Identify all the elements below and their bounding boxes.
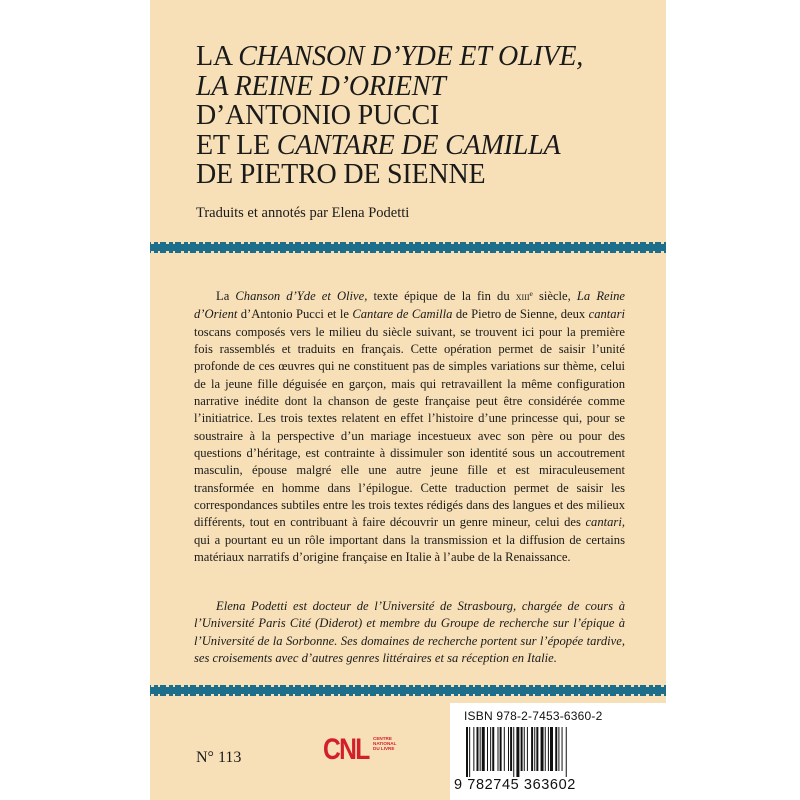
barcode-bar	[466, 727, 468, 777]
book-summary	[194, 288, 625, 567]
barcode-bar	[487, 727, 488, 771]
isbn-barcode	[450, 703, 666, 800]
bio-paragraph: Elena Podetti est docteur de l’Université de Strasbourg, chargée de cours à l’Université Paris Cité (Diderot) et membre du Groupe de recherche sur l’épique à l’Université de la Sorbonne. Ses domaines de recherche portent sur l’épopée tardive, ses croisements avec d’autres genres littéraires et sa réception en Italie.	[194, 599, 625, 666]
barcode-bar	[513, 727, 514, 777]
barcode-bar	[545, 727, 546, 771]
barcode-bar	[482, 727, 485, 771]
barcode-bar	[558, 727, 559, 771]
barcode-bar	[469, 727, 470, 777]
translator-credit: Traduits et annotés par Elena Podetti	[196, 205, 410, 221]
book-back-cover	[150, 0, 666, 800]
barcode-bar	[492, 727, 494, 771]
barcode-bar	[473, 727, 474, 771]
barcode-bar	[524, 727, 525, 771]
barcode-bar	[541, 727, 544, 771]
barcode-bar	[498, 727, 499, 771]
barcode-bars	[462, 727, 654, 777]
barcode-bar	[510, 727, 512, 771]
cnl-logo-subtitle: CENTRE NATIONAL DU LIVRE	[373, 736, 397, 752]
title-line-5: DE PIETRO DE SIENNE	[196, 159, 486, 190]
barcode-bar	[500, 727, 502, 771]
barcode-bar	[527, 727, 528, 771]
barcode-bar	[566, 727, 567, 777]
barcode-bar	[534, 727, 535, 771]
decorative-band-top	[150, 244, 666, 251]
title-line-4: ET LE CANTARE DE CAMILLA	[196, 129, 561, 161]
barcode-bar	[477, 727, 479, 771]
summary-paragraph: La Chanson d’Yde et Olive, texte épique de la fin du xiii$^e$ siècle, La Reine d’Orient d’Antonio Pucci et le Cantare de Camilla de Pietro de Sienne, deux cantari toscans composés vers le milieu du siècle suivant, se trouvent ici pour la première fois rassemblés et traduits en français. Cette opération permet de saisir l’unité profonde de ces œuvres qui ne constituent pas de simples variations sur thème, celui de la jeune fille déguisée en garçon, mais qui retravaillent la même configuration narrative inédite dont la chanson de geste française peut être considérée comme l’initiatrice. Les trois textes relatent en effet l’histoire d’une princesse qui, pour se soustraire à la perspective d’un mariage incestueux avec son père ou pour des questions d’héritage, est contrainte à dissimuler son identité sous un accoutrement masculin, épouse malgré elle une autre jeune fille et est miraculeusement transformée en homme dans l’épilogue. Cette traduction permet de saisir les correspondances subtiles entre les trois textes rédigés dans des langues et des milieux différents, tout en contribuant à faire découvrir un genre mineur, celui des cantari, qui a pourtant eu un rôle important dans la transmission et la diffusion de certains matériaux narratifs d’origine française en Italie à l’aube de la Renaissance.	[194, 289, 625, 565]
series-number: N° 113	[196, 749, 242, 766]
barcode-bar	[550, 727, 553, 771]
barcode-bar	[536, 727, 538, 771]
barcode-bar	[562, 727, 563, 771]
decorative-band-bottom	[150, 687, 666, 694]
cnl-logo	[323, 732, 397, 768]
book-title	[196, 42, 656, 190]
title-line-3: D’ANTONIO PUCCI	[196, 100, 440, 131]
barcode-bar	[490, 727, 491, 771]
title-line-2: LA REINE D’ORIENT	[196, 70, 446, 102]
barcode-bar	[516, 727, 519, 777]
barcode-bar	[508, 727, 509, 771]
barcode-bar	[480, 727, 481, 771]
barcode-bar	[521, 727, 523, 771]
author-bio	[194, 598, 625, 667]
title-line-1: LA CHANSON D’YDE ET OLIVE,	[196, 41, 584, 72]
barcode-digits: 9 782745 363602	[454, 777, 576, 793]
barcode-bar	[504, 727, 505, 771]
barcode-bar	[555, 727, 557, 771]
barcode-bar	[548, 727, 549, 771]
cnl-logo-letters: CNL	[323, 733, 369, 766]
barcode-bar	[531, 727, 533, 771]
isbn-label: ISBN 978-2-7453-6360-2	[464, 709, 603, 723]
